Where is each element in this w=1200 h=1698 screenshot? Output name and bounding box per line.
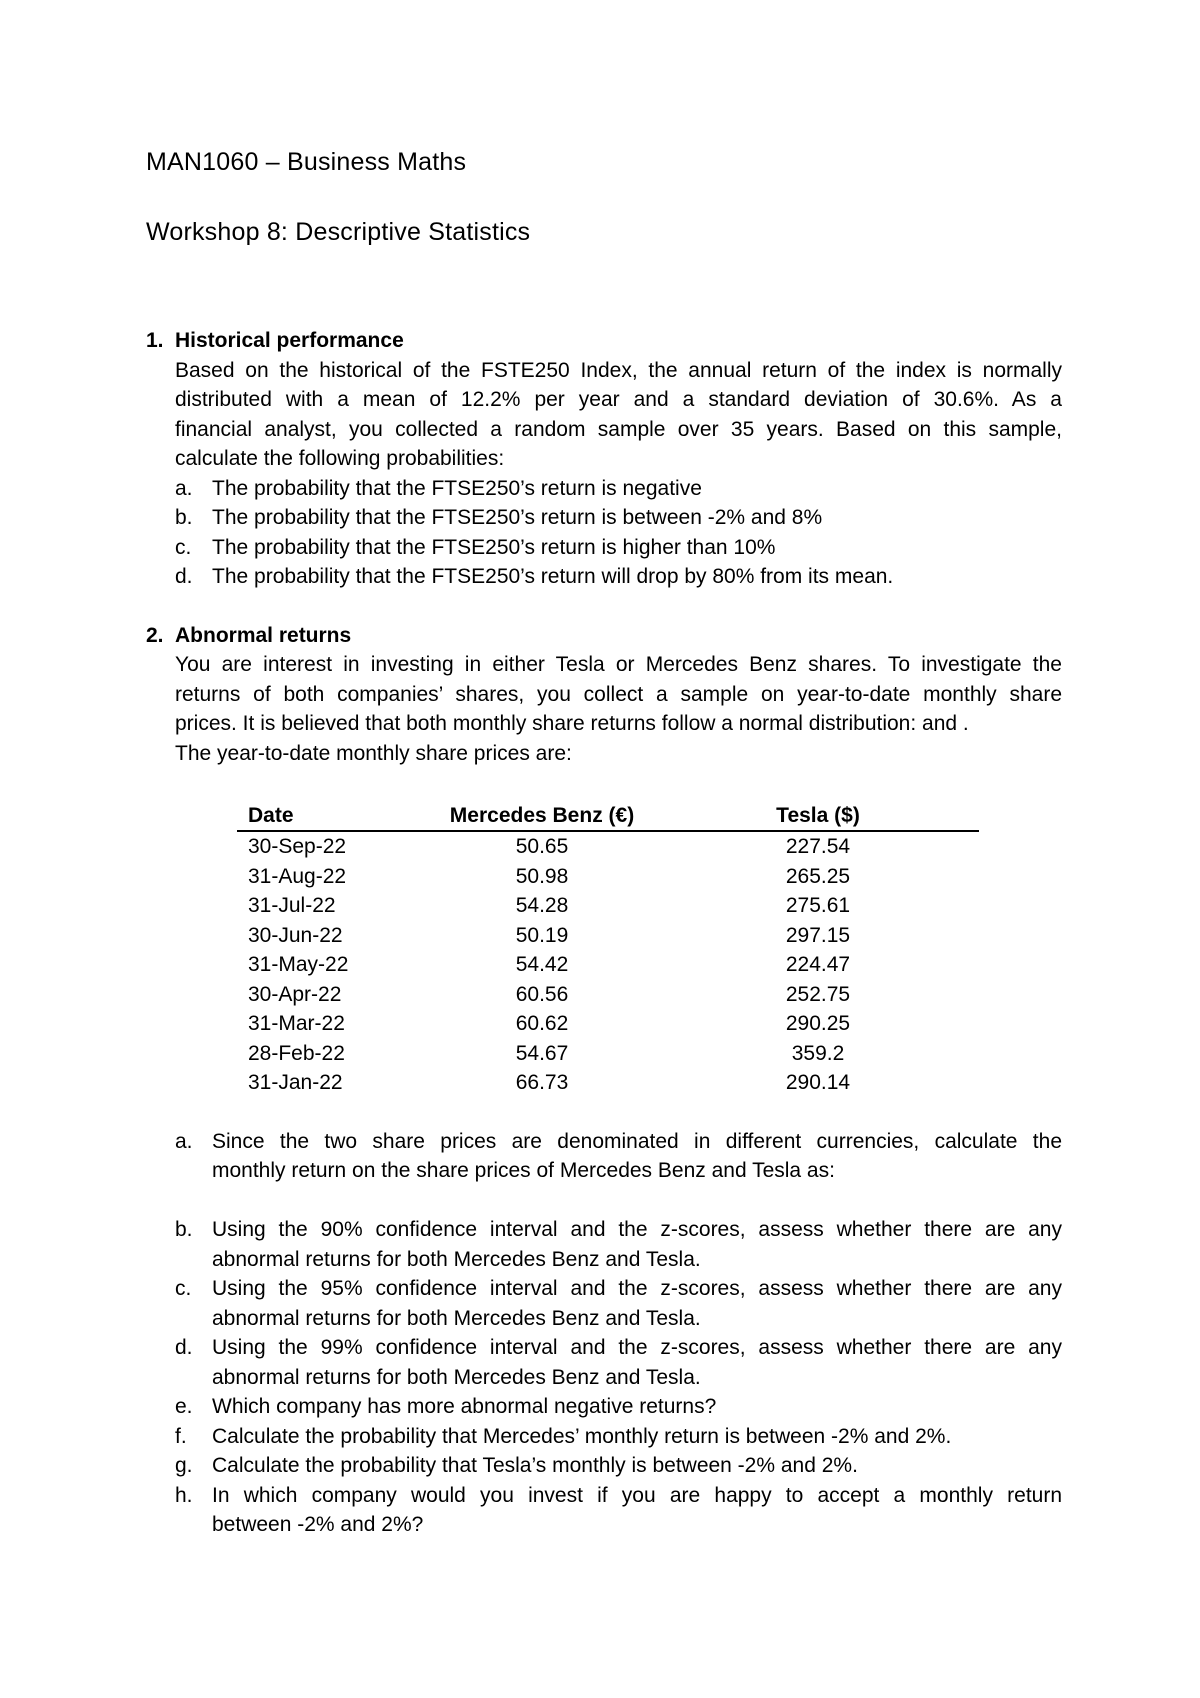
cell-mercedes-price: 50.65 <box>515 835 569 858</box>
item-marker: a. <box>175 1129 193 1153</box>
cell-mercedes-price: 54.42 <box>515 953 569 976</box>
item-text-line: Since the two share prices are denominated in different currencies, calculate the <box>212 1129 1062 1153</box>
item-text-line: monthly return on the share prices of Mercedes Benz and Tesla as: <box>212 1159 835 1182</box>
body-line: Based on the historical of the FSTE250 Index, the annual return of the index is normally <box>175 358 1062 382</box>
cell-tesla-price: 252.75 <box>785 982 851 1006</box>
body-line: calculate the following probabilities: <box>175 447 505 470</box>
section-heading: Historical performance <box>175 329 404 352</box>
cell-tesla-price: 297.15 <box>785 923 851 947</box>
item-text: The probability that the FTSE250’s return is between -2% and 8% <box>212 506 823 529</box>
item-text-line: Using the 95% confidence interval and the z-scores, assess whether there are any <box>212 1277 1062 1300</box>
cell-tesla-price: 290.25 <box>785 1012 851 1035</box>
table-row <box>237 1009 979 1039</box>
cell-mercedes-price: 60.62 <box>515 1012 569 1035</box>
list-item <box>175 1481 1062 1540</box>
cell-date: 31-Jan-22 <box>248 1071 343 1094</box>
cell-tesla-price: 265.25 <box>785 864 851 888</box>
cell-tesla-price: 275.61 <box>785 894 851 917</box>
item-marker: b. <box>175 506 193 529</box>
table-row <box>237 1039 979 1069</box>
table-row <box>237 980 979 1010</box>
cell-tesla-price: 359.2 <box>791 1041 845 1065</box>
table-row <box>237 891 979 921</box>
item-marker: c. <box>175 1277 192 1300</box>
section-body <box>175 650 1062 768</box>
item-text-line: abnormal returns for both Mercedes Benz and Tesla. <box>212 1365 701 1389</box>
column-header-date: Date <box>237 800 427 831</box>
table-body <box>237 831 979 1098</box>
item-marker: d. <box>175 565 193 588</box>
list-item <box>175 1215 1062 1274</box>
list-item <box>175 1451 1062 1481</box>
list-spacer <box>175 1186 1062 1216</box>
table-row <box>237 1068 979 1098</box>
question-list <box>175 1127 1062 1540</box>
body-line: distributed with a mean of 12.2% per year and a standard deviation of 30.6%. As a <box>175 388 1062 411</box>
cell-date: 31-May-22 <box>248 953 349 976</box>
cell-mercedes-price: 50.19 <box>515 923 569 947</box>
cell-mercedes-price: 66.73 <box>515 1071 569 1094</box>
item-marker: g. <box>175 1454 193 1477</box>
share-price-table <box>237 800 979 1098</box>
section-number: 1. <box>146 329 164 352</box>
table-row <box>237 862 979 892</box>
body-line: The year-to-date monthly share prices are: <box>175 741 572 765</box>
workshop-title: Workshop 8: Descriptive Statistics <box>146 218 531 246</box>
item-text-line: Using the 90% confidence interval and the z-scores, assess whether there are any <box>212 1218 1062 1241</box>
cell-date: 30-Jun-22 <box>248 923 343 947</box>
section-heading: Abnormal returns <box>175 623 352 647</box>
cell-tesla-price: 227.54 <box>785 835 851 858</box>
cell-mercedes-price: 54.67 <box>515 1041 569 1065</box>
body-line: prices. It is believed that both monthly share returns follow a normal distribution: and . <box>175 712 969 735</box>
item-text-line: Calculate the probability that Mercedes’ monthly return is between -2% and 2%. <box>212 1424 952 1448</box>
column-header-mercedes: Mercedes Benz (€) <box>427 800 657 831</box>
item-text-line: Which company has more abnormal negative returns? <box>212 1395 717 1418</box>
item-marker: f. <box>175 1424 187 1448</box>
list-item <box>175 562 1062 592</box>
section-body <box>175 356 1062 474</box>
cell-mercedes-price: 60.56 <box>515 982 569 1006</box>
section-number: 2. <box>146 623 164 647</box>
course-title: MAN1060 – Business Maths <box>146 148 467 176</box>
item-text-line: Calculate the probability that Tesla’s monthly is between -2% and 2%. <box>212 1454 858 1477</box>
cell-date: 31-Aug-22 <box>248 864 347 888</box>
section-abnormal-returns <box>146 621 1062 1540</box>
body-line: returns of both companies’ shares, you collect a sample on year-to-date monthly share <box>175 682 1062 706</box>
table-row <box>237 831 979 862</box>
list-item <box>175 1333 1062 1392</box>
share-price-table-wrap <box>237 800 979 1098</box>
table-row <box>237 950 979 980</box>
cell-mercedes-price: 50.98 <box>515 864 569 888</box>
item-marker: d. <box>175 1336 193 1359</box>
body-line: financial analyst, you collected a random sample over 35 years. Based on this sample, <box>175 417 1062 441</box>
item-text-line: In which company would you invest if you are happy to accept a monthly return <box>212 1483 1062 1507</box>
cell-tesla-price: 290.14 <box>785 1071 851 1094</box>
item-text-line: Using the 99% confidence interval and the z-scores, assess whether there are any <box>212 1336 1062 1359</box>
table-row <box>237 921 979 951</box>
list-item <box>175 1392 1062 1422</box>
item-marker: e. <box>175 1395 193 1418</box>
section-historical-performance <box>146 326 1062 592</box>
item-marker: h. <box>175 1483 193 1507</box>
question-list <box>175 474 1062 592</box>
cell-date: 30-Sep-22 <box>248 835 347 858</box>
cell-date: 31-Jul-22 <box>248 894 336 917</box>
item-text: The probability that the FTSE250’s return is higher than 10% <box>212 535 776 559</box>
item-text: The probability that the FTSE250’s return is negative <box>212 476 702 500</box>
item-marker: a. <box>175 476 193 500</box>
body-line: You are interest in investing in either Tesla or Mercedes Benz shares. To investigate the <box>175 653 1062 676</box>
item-text-line: abnormal returns for both Mercedes Benz and Tesla. <box>212 1247 701 1271</box>
item-text-line: abnormal returns for both Mercedes Benz and Tesla. <box>212 1306 701 1330</box>
item-marker: b. <box>175 1218 193 1241</box>
list-item <box>175 503 1062 533</box>
item-text-line: between -2% and 2%? <box>212 1513 424 1536</box>
cell-date: 31-Mar-22 <box>248 1012 345 1035</box>
list-item <box>175 1422 1062 1452</box>
cell-tesla-price: 224.47 <box>785 953 851 976</box>
cell-date: 28-Feb-22 <box>248 1041 345 1065</box>
column-header-tesla: Tesla ($) <box>657 800 979 831</box>
table-header-row <box>237 800 979 831</box>
item-marker: c. <box>175 535 192 559</box>
list-item <box>175 1127 1062 1186</box>
list-item <box>175 533 1062 563</box>
cell-date: 30-Apr-22 <box>248 982 342 1006</box>
list-item <box>175 474 1062 504</box>
item-text: The probability that the FTSE250’s return will drop by 80% from its mean. <box>212 565 894 588</box>
list-item <box>175 1274 1062 1333</box>
cell-mercedes-price: 54.28 <box>515 894 569 917</box>
